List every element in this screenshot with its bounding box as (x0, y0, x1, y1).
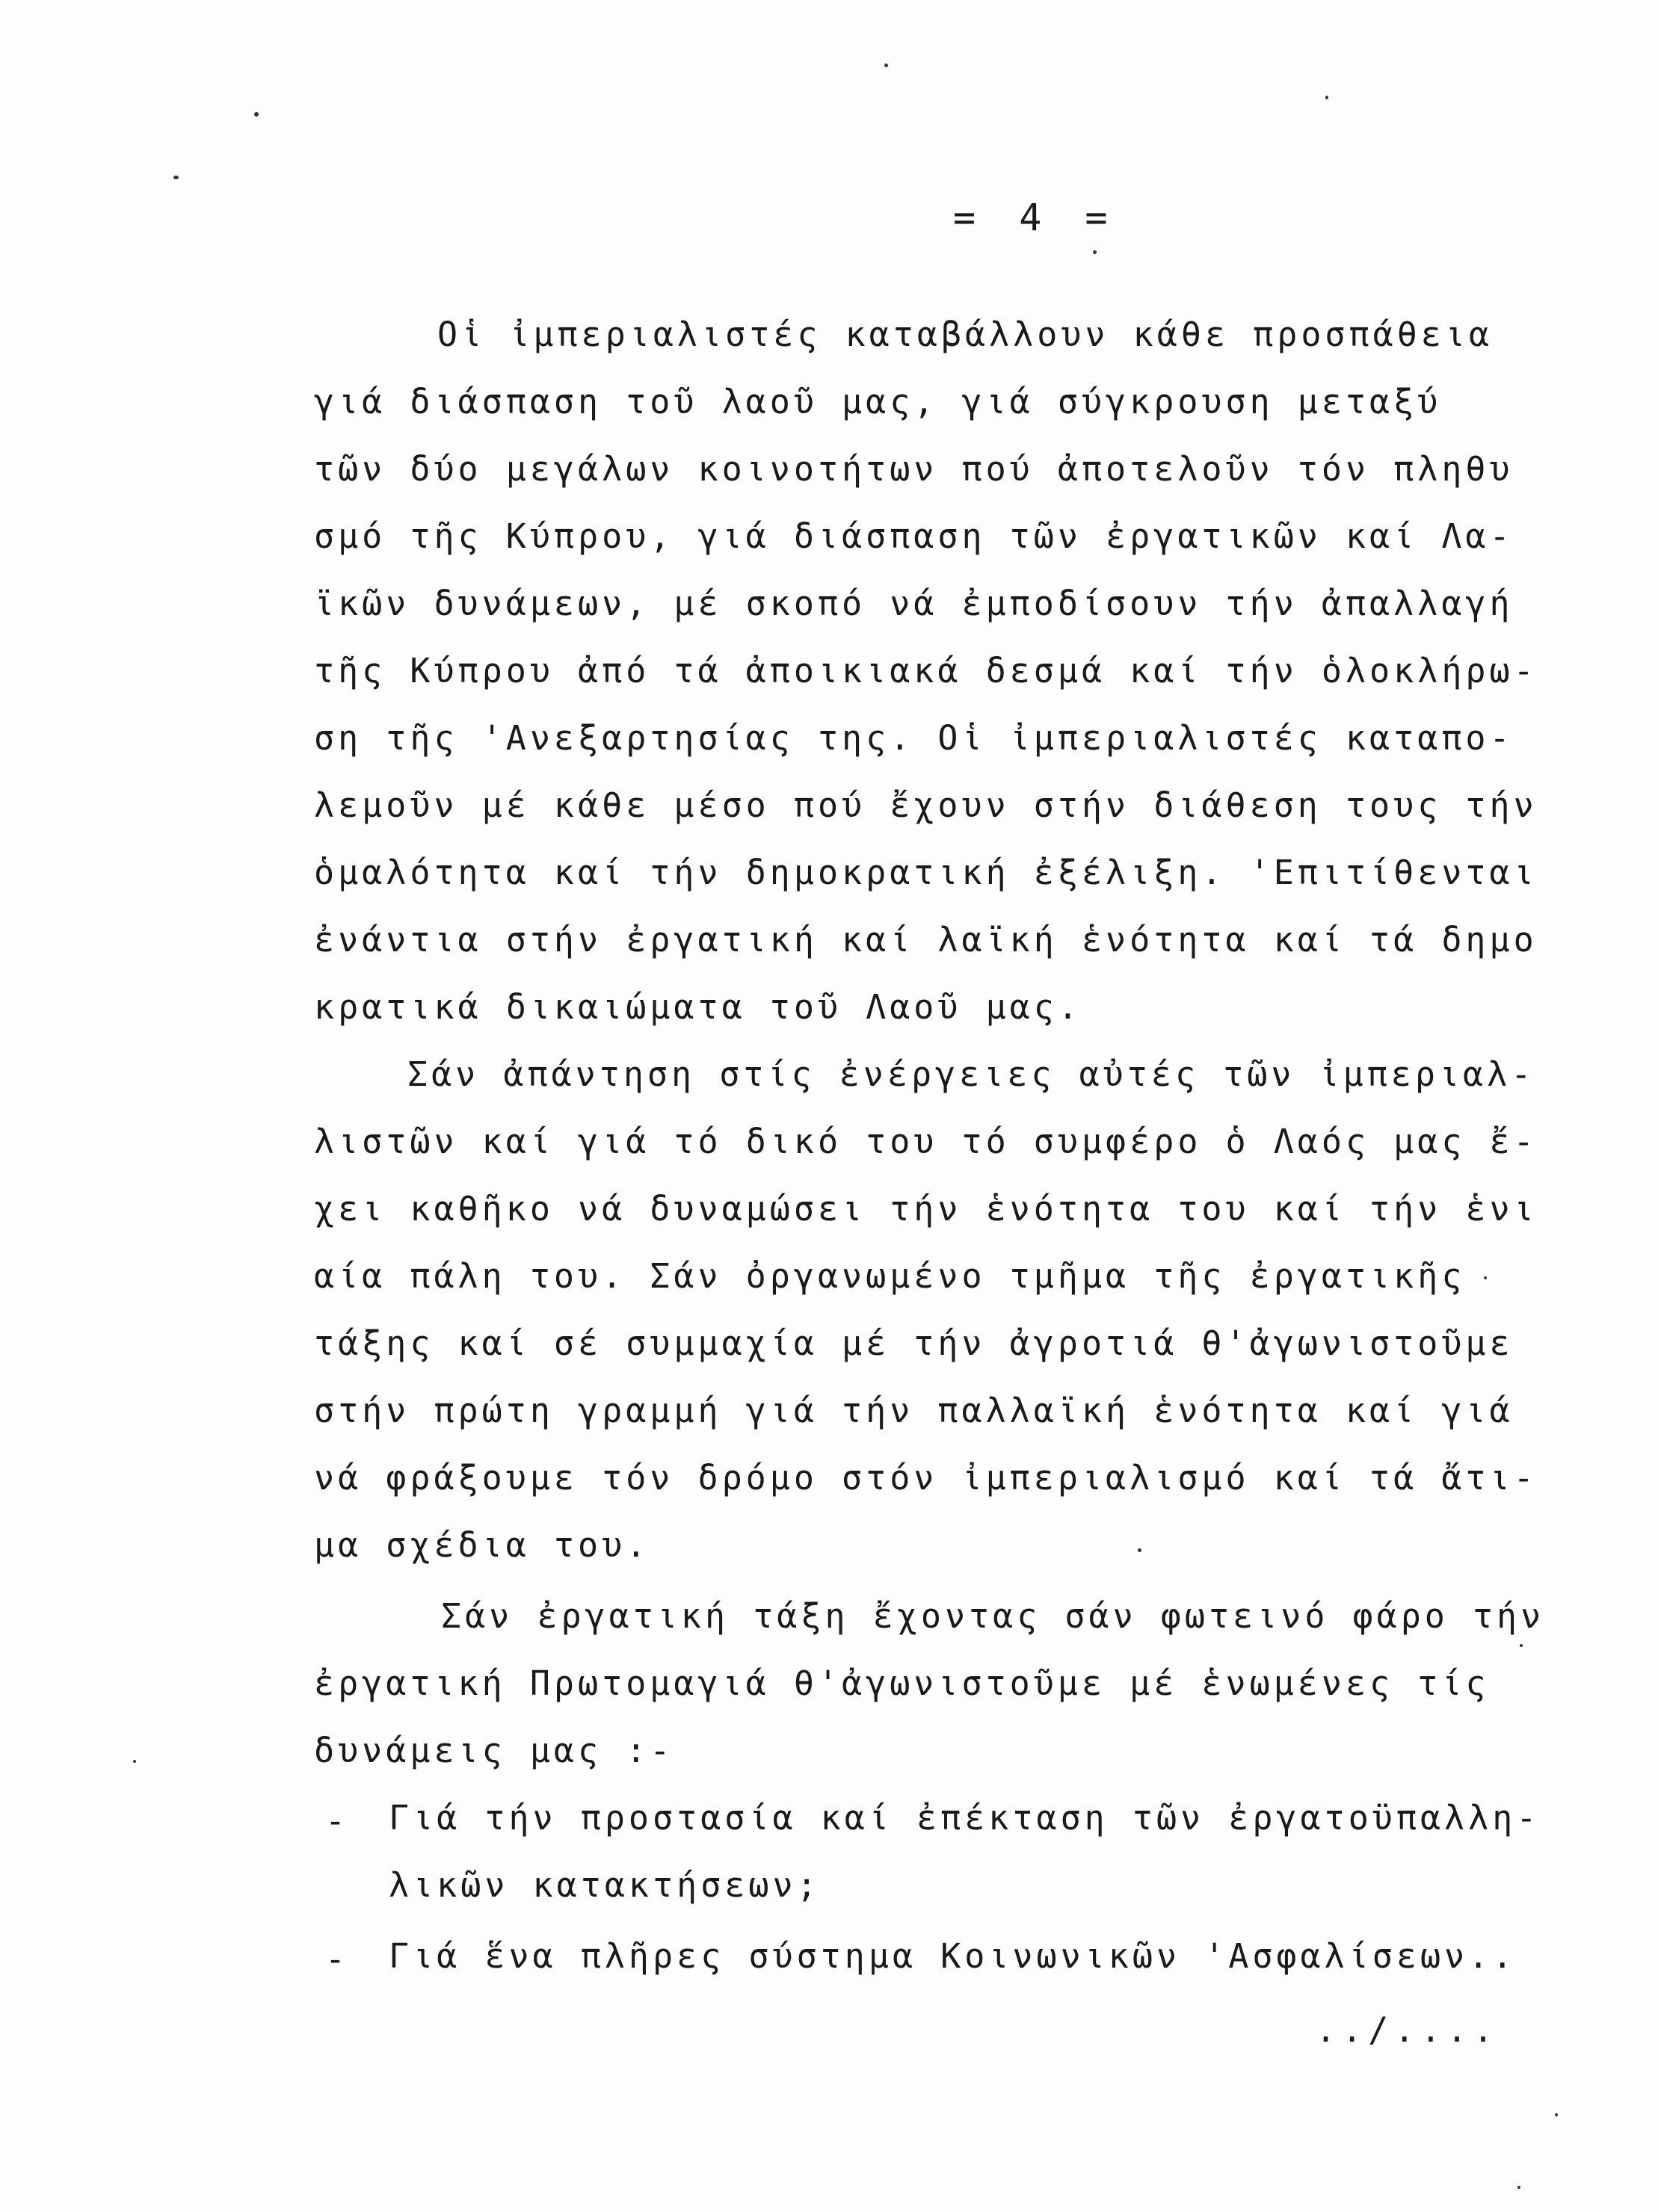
text-line: δυνάμεις μας :- (314, 1731, 674, 1770)
list-item: Γιά τήν προστασία καί ἐπέκταση τῶν ἐργατοϋπαλλη- (389, 1798, 1541, 1838)
list-bullet: - (325, 1801, 346, 1841)
list-bullet: - (325, 1939, 346, 1979)
scan-speck (1138, 1548, 1141, 1552)
list-item-continued: λικῶν κατακτήσεων; (389, 1865, 821, 1905)
text-line: ϊκῶν δυνάμεων, μέ σκοπό νά ἐμποδίσουν τήν ἀπαλλαγή (314, 584, 1514, 623)
text-line: ἐνάντια στήν ἐργατική καί λαϊκή ἑνότητα καί τά δημο (314, 920, 1538, 960)
scan-speck (1555, 2113, 1558, 2116)
scan-speck (1484, 1276, 1487, 1279)
scan-speck (1325, 96, 1328, 99)
scan-speck (254, 112, 259, 117)
text-line: γιά διάσπαση τοῦ λαοῦ μας, γιά σύγκρουση μεταξύ (314, 382, 1442, 421)
text-line: λεμοῦν μέ κάθε μέσο πού ἔχουν στήν διάθεση τους τήν (314, 785, 1538, 825)
continuation-mark: ../.... (1316, 2010, 1500, 2050)
text-line: τάξης καί σέ συμμαχία μέ τήν ἀγροτιά θ'ἀγωνιστοῦμε (314, 1323, 1514, 1363)
scan-speck (173, 176, 179, 179)
text-line: νά φράξουμε τόν δρόμο στόν ἰμπεριαλισμό καί τά ἄτι- (314, 1458, 1538, 1498)
text-line: σμό τῆς Κύπρου, γιά διάσπαση τῶν ἐργατικῶν καί Λα- (314, 516, 1514, 556)
text-line: κρατικά δικαιώματα τοῦ Λαοῦ μας. (314, 987, 1082, 1027)
text-line: μα σχέδια του. (314, 1525, 650, 1565)
text-line: τῶν δύο μεγάλων κοινοτήτων πού ἀποτελοῦν τόν πληθυ (314, 449, 1514, 489)
text-line: λιστῶν καί γιά τό δικό του τό συμφέρο ὁ Λαός μας ἔ- (314, 1122, 1538, 1161)
text-line: Οἱ ἰμπεριαλιστές καταβάλλουν κάθε προσπάθεια (437, 315, 1494, 354)
scan-speck (1517, 2186, 1520, 2189)
text-line: τῆς Κύπρου ἀπό τά ἀποικιακά δεσμά καί τήν ὁλοκλήρω- (314, 651, 1538, 691)
list-item: Γιά ἕνα πλῆρες σύστημα Κοινωνικῶν 'Ασφαλίσεων.. (389, 1936, 1517, 1976)
text-line: στήν πρώτη γραμμή γιά τήν παλλαϊκή ἑνότητα καί γιά (314, 1391, 1514, 1430)
text-line: χει καθῆκο νά δυναμώσει τήν ἑνότητα του καί τήν ἑνι (314, 1189, 1538, 1229)
text-line: ὁμαλότητα καί τήν δημοκρατική ἐξέλιξη. 'Επιτίθενται (314, 853, 1538, 892)
text-line: αία πάλη του. Σάν ὀργανωμένο τμῆμα τῆς ἐργατικῆς (314, 1256, 1466, 1296)
text-line: Σάν ἀπάντηση στίς ἐνέργειες αὐτές τῶν ἰμπεριαλ- (407, 1054, 1535, 1094)
scan-speck (133, 1760, 136, 1763)
scan-speck (884, 64, 888, 67)
scan-speck (1520, 1644, 1523, 1647)
text-line: ση τῆς 'Ανεξαρτησίας της. Οἱ ἰμπεριαλιστές καταπο- (314, 718, 1514, 758)
scan-speck (1093, 250, 1097, 254)
text-line: Σάν ἐργατική τάξη ἔχοντας σάν φωτεινό φάρο τήν (441, 1596, 1545, 1636)
page-number: = 4 = (953, 196, 1118, 239)
text-line: ἐργατική Πρωτομαγιά θ'ἀγωνιστοῦμε μέ ἑνωμένες τίς (314, 1663, 1490, 1703)
